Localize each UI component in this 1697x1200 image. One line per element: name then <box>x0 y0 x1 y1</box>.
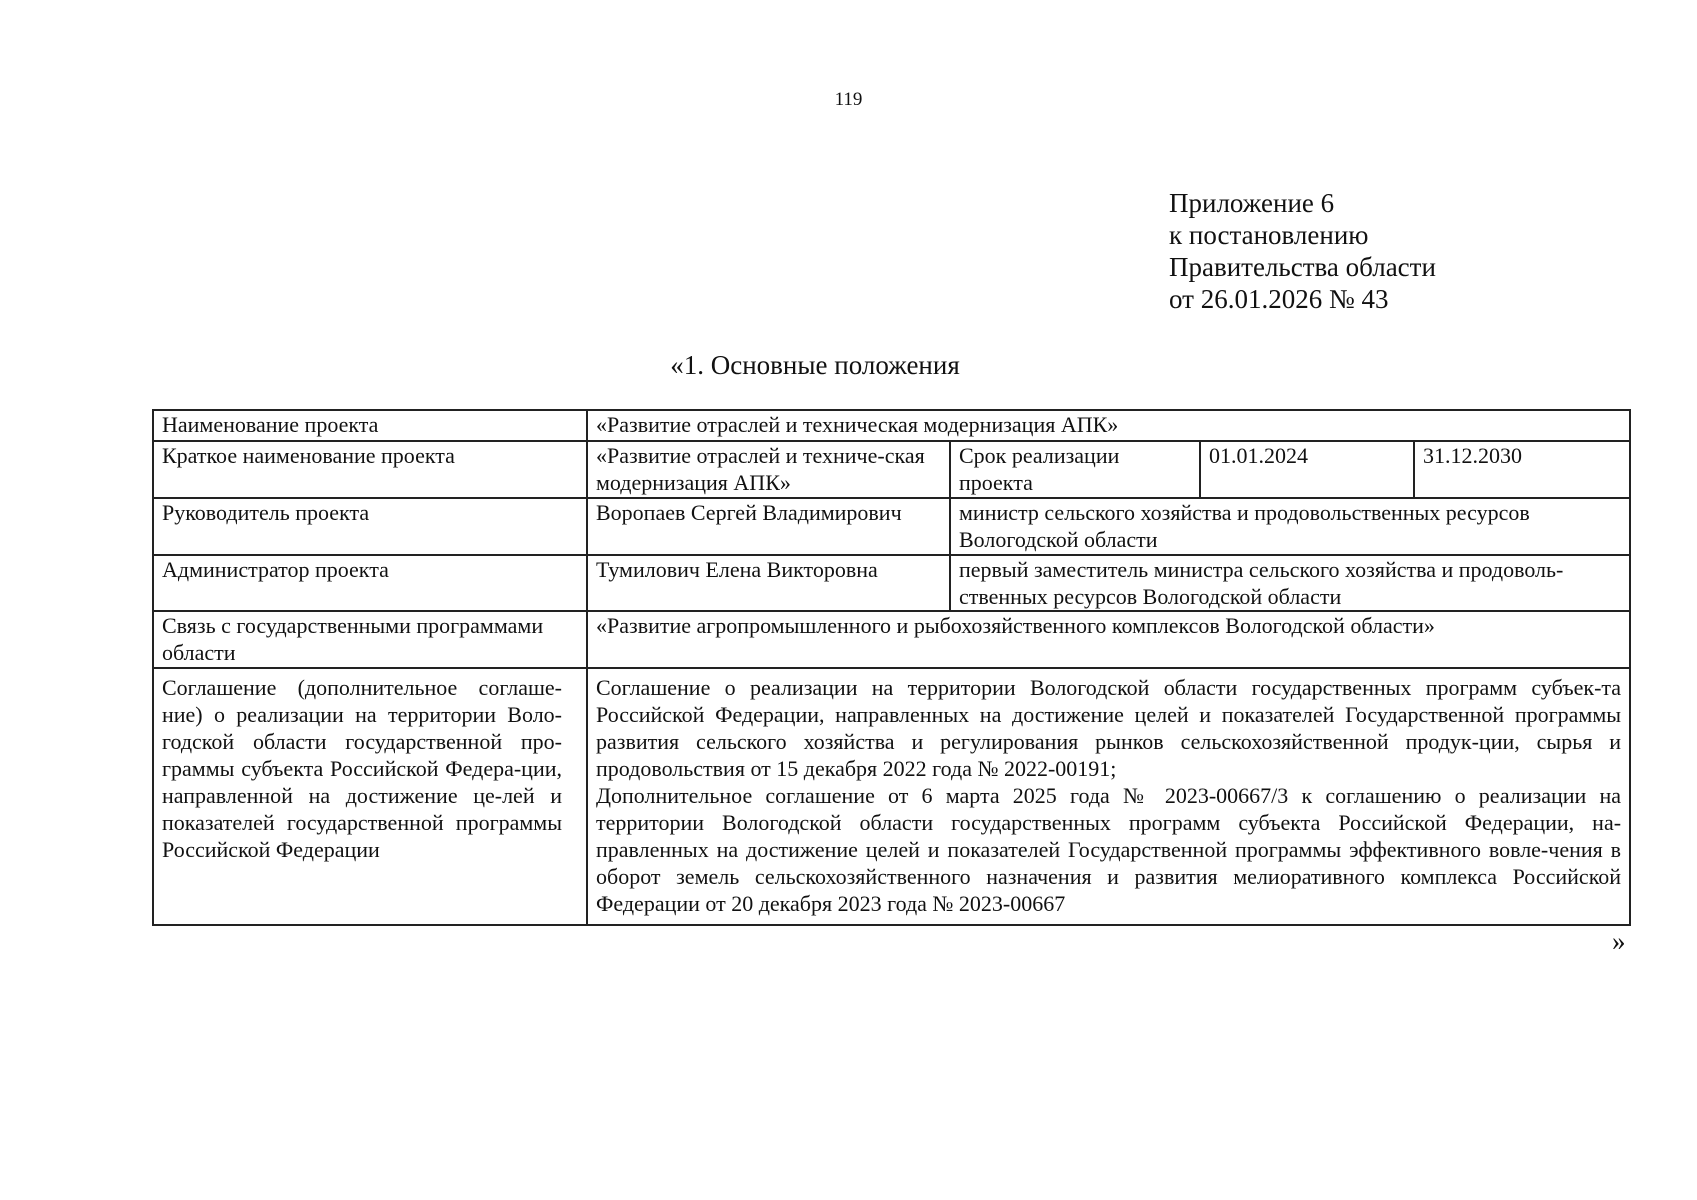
table-row <box>153 498 1630 555</box>
project-admin-name: Тумилович Елена Викторовна <box>587 555 950 611</box>
project-info-table <box>152 409 1631 926</box>
project-admin-position: первый заместитель министра сельского хозяйства и продоволь-ственных ресурсов Вологодской области <box>950 555 1630 611</box>
closing-quote: » <box>1612 926 1626 956</box>
short-name-value: «Развитие отраслей и техниче-ская модернизация АПК» <box>587 441 950 498</box>
state-programs-value: «Развитие агропромышленного и рыбохозяйственного комплексов Вологодской области» <box>587 611 1630 668</box>
agreement-paragraph: Соглашение о реализации на территории Вологодской области государственных программ субъек-та Российской Федерации, направленных на достижение целей и показателей Государственной программы развития сельского хозяйства и регулирования рынков сельскохозяйственной продук-ции, сырья и продовольствия от 15 декабря 2022 года № 2022-00191; <box>596 675 1622 781</box>
end-date: 31.12.2030 <box>1414 441 1630 498</box>
appendix-line: Правительства области <box>1169 252 1436 282</box>
appendix-line: от 26.01.2026 № 43 <box>1169 284 1389 314</box>
section-title: «1. Основные положения <box>670 350 960 380</box>
table-row <box>153 410 1630 441</box>
agreement-value <box>587 668 1630 925</box>
table-row <box>153 668 1630 925</box>
project-admin-label: Администратор проекта <box>153 555 587 611</box>
project-lead-position: министр сельского хозяйства и продовольственных ресурсов Вологодской области <box>950 498 1630 555</box>
appendix-block <box>1169 187 1436 315</box>
project-lead-name: Воропаев Сергей Владимирович <box>587 498 950 555</box>
agreement-label: Соглашение (дополнительное соглаше-ние) о реализации на территории Воло-годской области государственной про-граммы субъекта Российской Федера-ции, направленной на достижение це-лей и показателей государственной программы Российской Федерации <box>153 668 587 925</box>
page-number: 119 <box>834 89 863 110</box>
state-programs-label: Связь с государственными программами области <box>153 611 587 668</box>
project-name-value: «Развитие отраслей и техническая модернизация АПК» <box>587 410 1630 441</box>
table-row <box>153 555 1630 611</box>
project-lead-label: Руководитель проекта <box>153 498 587 555</box>
project-name-label: Наименование проекта <box>153 410 587 441</box>
short-name-label: Краткое наименование проекта <box>153 441 587 498</box>
start-date: 01.01.2024 <box>1200 441 1414 498</box>
table-row <box>153 441 1630 498</box>
period-label: Срок реализации проекта <box>950 441 1200 498</box>
agreement-paragraph: Дополнительное соглашение от 6 марта 2025 года № 2023-00667/3 к соглашению о реализации на территории Вологодской области государственных программ субъекта Российской Федерации, на-правленных на достижение целей и показателей Государственной программы эффективного вовле-чения в оборот земель сельскохозяйственного назначения и развития мелиоративного комплекса Российской Федерации от 20 декабря 2023 года № 2023-00667 <box>596 783 1622 916</box>
appendix-line: к постановлению <box>1169 220 1369 250</box>
appendix-line: Приложение 6 <box>1169 188 1335 218</box>
table-row <box>153 611 1630 668</box>
